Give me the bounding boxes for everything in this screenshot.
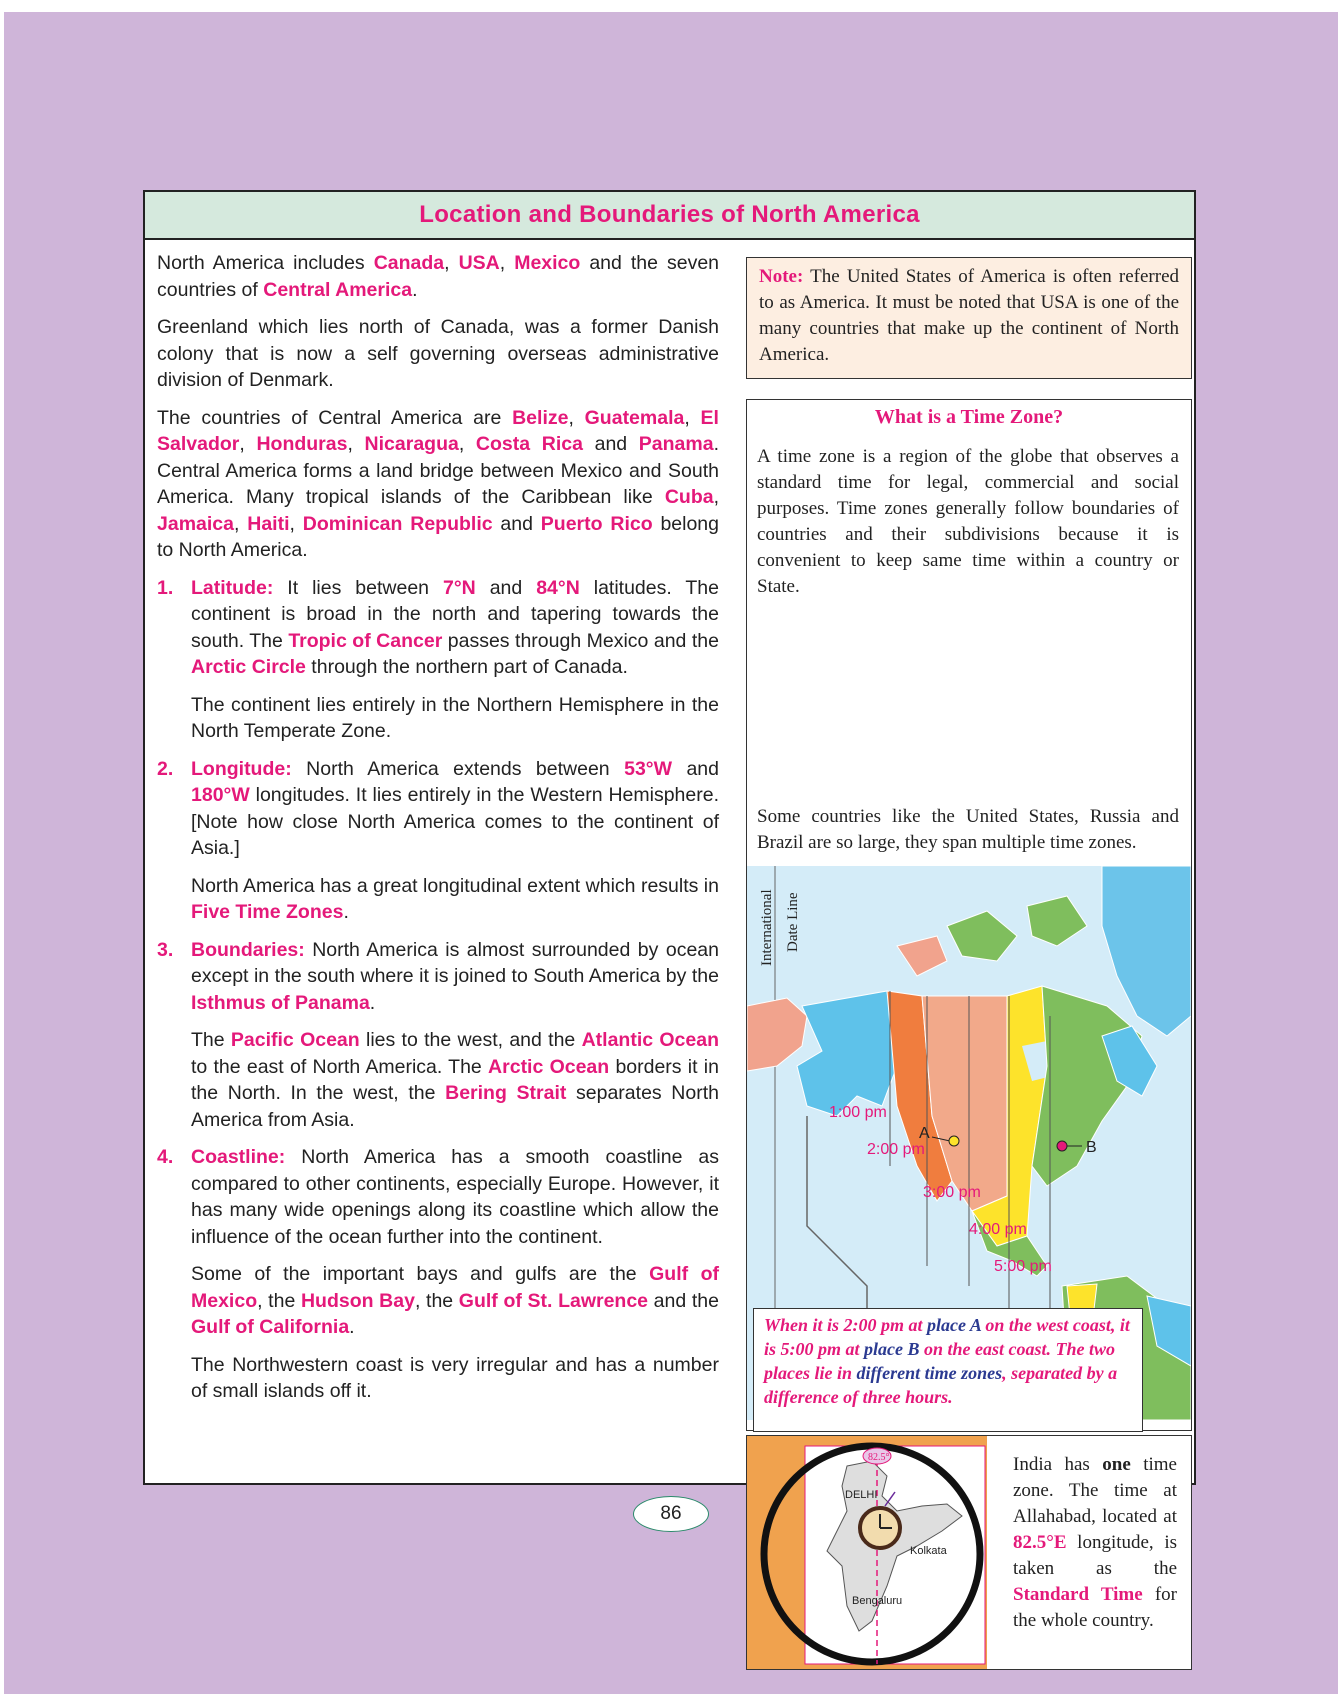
coastline-subparagraph: Some of the important bays and gulfs are the Gulf of Mexico, the Hudson Bay, the Gulf of St. Lawrence and the Gulf of California. (191, 1263, 719, 1338)
longitude-subparagraph: North America has a great longitudinal extent which results in Five Time Zones. (191, 874, 719, 923)
intro-paragraph-3: The countries of Central America are Belize, Guatemala, El Salvador, Honduras, Nicaragua, Costa Rica and Panama. Central America forms a land bridge between Mexico and South America. Many tropical islands of the Caribbean like Cuba, Jamaica, Haiti, Dominican Republic and Puerto Rico belong to North America. (157, 406, 720, 561)
time-zone-paragraph-1: A time zone is a region of the globe that observes a standard time for legal, commercial and social purposes. Time zones generally follow boundaries of countries and their subdivisions because it is convenient to keep same time within a country or State. (757, 446, 1179, 597)
place-b-marker (1057, 1141, 1067, 1151)
time-zone-title: What is a Time Zone? (874, 406, 1064, 428)
page-title: Location and Boundaries of North America (145, 192, 1194, 240)
kolkata-label: Kolkata (910, 1545, 947, 1557)
item-boundaries: 3. Boundaries: North America is almost surrounded by ocean except in the south where it is joined to South America by the Isthmus of Panama. (157, 938, 719, 1014)
main-text-column (157, 250, 719, 1416)
item-longitude: 2. Longitude: North America extends between 53°W and 180°W longitudes. It lies entirely in the Western Hemisphere. [Note how close North America comes to the continent of Asia.] (157, 757, 719, 859)
time-zone-paragraph-2: Some countries like the United States, Russia and Brazil are so large, they span multiple time zones. (757, 806, 1179, 853)
time-zone-caption: When it is 2:00 pm at place A on the west coast, it is 5:00 pm at place B on the east coast. The two places lie in different time zones, separated by a difference of three hours. (753, 1308, 1143, 1432)
time-label-3: 3:00 pm (923, 1184, 981, 1201)
time-label-2: 2:00 pm (867, 1141, 925, 1158)
note-box: Note: The United States of America is often referred to as America. It must be noted that USA is one of the many countries that make up the continent of North America. (746, 257, 1192, 379)
boundaries-subparagraph: The Pacific Ocean lies to the west, and the Atlantic Ocean to the east of North America. The Arctic Ocean borders it in the North. In the west, the Bering Strait separates North America from Asia. (191, 1029, 719, 1131)
item-latitude: 1. Latitude: It lies between 7°N and 84°N latitudes. The continent is broad in the north and tapering towards the south. The Tropic of Cancer passes through Mexico and the Arctic Circle through the northern part of Canada. (157, 576, 719, 678)
india-map (747, 1436, 987, 1669)
time-label-1: 1:00 pm (829, 1104, 887, 1121)
intro-paragraph-2: Greenland which lies north of Canada, was a former Danish colony that is now a self governing overseas administrative division of Denmark. (157, 316, 719, 391)
place-b-label: B (1086, 1139, 1097, 1156)
place-a-label: A (919, 1125, 930, 1142)
coastline-last-paragraph: The Northwestern coast is very irregular and has a number of small islands off it. (191, 1353, 719, 1402)
latitude-subparagraph: The continent lies entirely in the Northern Hemisphere in the North Temperate Zone. (191, 693, 719, 742)
item-coastline: 4. Coastline: North America has a smooth coastline as compared to other continents, especially Europe. However, it has many wide openings along its coastline which allow the influence of the ocean further into the continent. (157, 1146, 719, 1248)
place-a-marker (949, 1136, 959, 1146)
bengaluru-label: Bengaluru (852, 1595, 903, 1607)
idl-label-1: International (759, 889, 775, 966)
time-zone-box (746, 399, 1192, 1431)
india-time-text: India has one time zone. The time at Allahabad, located at 82.5°E longitude, is taken as the Standard Time for the whole country. (1013, 1454, 1177, 1631)
time-label-5: 5:00 pm (994, 1258, 1052, 1275)
page-number: 86 (633, 1496, 709, 1532)
delhi-label: DELHI (845, 1489, 878, 1501)
idl-label-2: Date Line (785, 892, 801, 952)
intro-paragraph-1: North America includes Canada, USA, Mexico and the seven countries of Central America. (157, 252, 720, 301)
time-label-4: 4:00 pm (969, 1221, 1027, 1238)
india-degree-label: 82.5° (868, 1452, 890, 1463)
india-time-box (746, 1435, 1192, 1670)
